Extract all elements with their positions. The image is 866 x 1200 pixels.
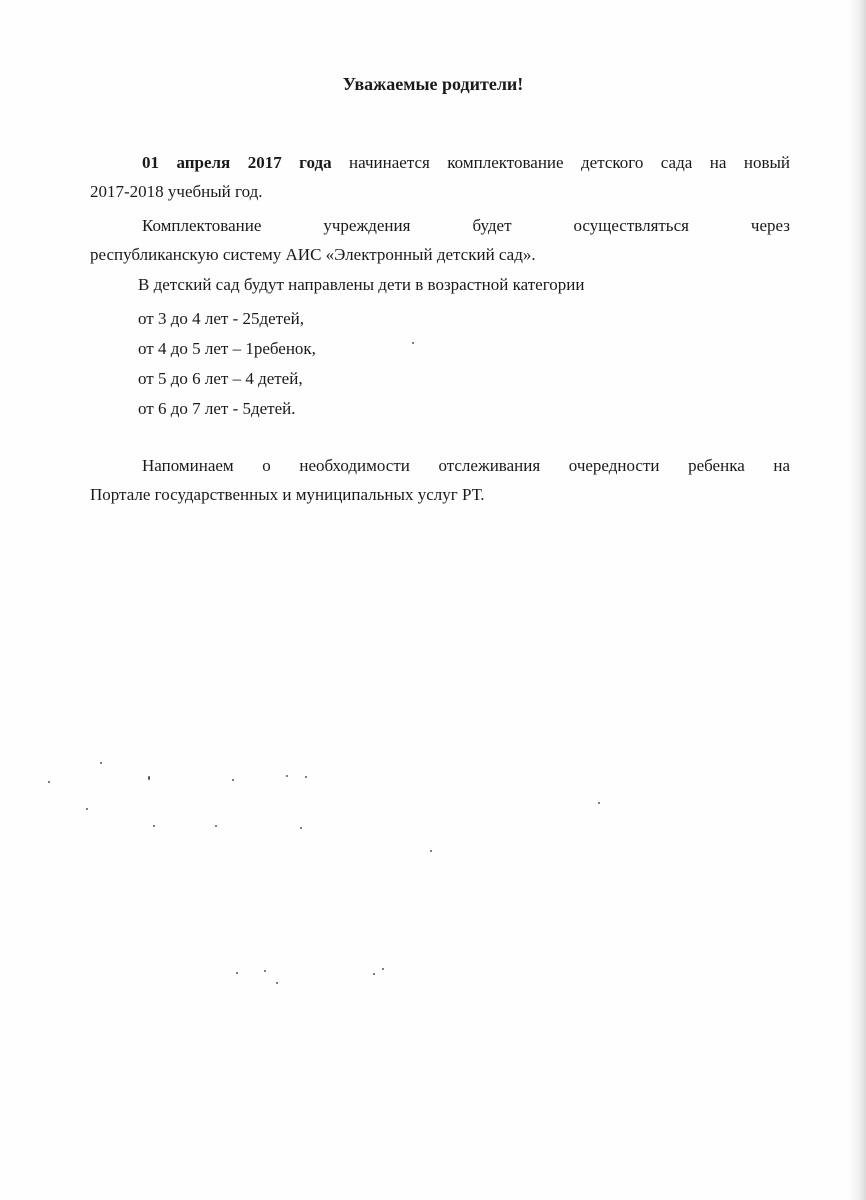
age-group-item: от 6 до 7 лет - 5детей. [138, 399, 296, 418]
scan-speck [286, 775, 288, 777]
age-group-item: от 3 до 4 лет - 25детей, [138, 309, 304, 328]
paragraph-reminder [90, 451, 790, 509]
scan-speck [430, 850, 432, 852]
paragraph-enrollment-line-2: 2017-2018 учебный год. [90, 182, 263, 201]
paragraph-enrollment-start [90, 148, 790, 206]
age-group-item: от 4 до 5 лет – 1ребенок, [138, 339, 316, 358]
paragraph-reminder-line-1: Напоминаем о необходимости отслеживания очередности ребенка на [142, 456, 790, 475]
enrollment-text: начинается комплектование детского сада на новый [349, 153, 790, 172]
scan-speck [100, 762, 102, 764]
scan-speck [148, 776, 150, 780]
paragraph-system-line-1: Комплектование учреждения будет осуществляться через [142, 216, 790, 235]
scan-speck [236, 972, 238, 974]
scan-speck [153, 825, 155, 827]
scan-speck [598, 802, 600, 804]
age-group-list [138, 304, 316, 424]
scan-speck [48, 781, 50, 783]
enrollment-date: 01 апреля 2017 года [142, 153, 332, 172]
document-title: Уважаемые родители! [342, 74, 524, 94]
scan-speck [305, 776, 307, 778]
scan-speck [215, 825, 217, 827]
scan-speck [86, 808, 88, 810]
scan-shadow-edge [848, 0, 866, 1200]
scan-speck [276, 982, 278, 984]
scan-speck [300, 827, 302, 829]
scan-speck [232, 779, 234, 781]
age-group-item: от 5 до 6 лет – 4 детей, [138, 369, 303, 388]
scan-speck [373, 973, 375, 975]
paragraph-reminder-line-2: Портале государственных и муниципальных услуг РТ. [90, 485, 485, 504]
scan-speck [412, 342, 414, 344]
scan-speck [382, 968, 384, 970]
paragraph-system-line-2: республиканскую систему АИС «Электронный детский сад». [90, 245, 536, 264]
scan-speck [264, 970, 266, 972]
paragraph-system [90, 211, 790, 269]
paragraph-enrollment-line-1 [90, 148, 790, 177]
paragraph-age-intro: В детский сад будут направлены дети в возрастной категории [138, 275, 585, 294]
